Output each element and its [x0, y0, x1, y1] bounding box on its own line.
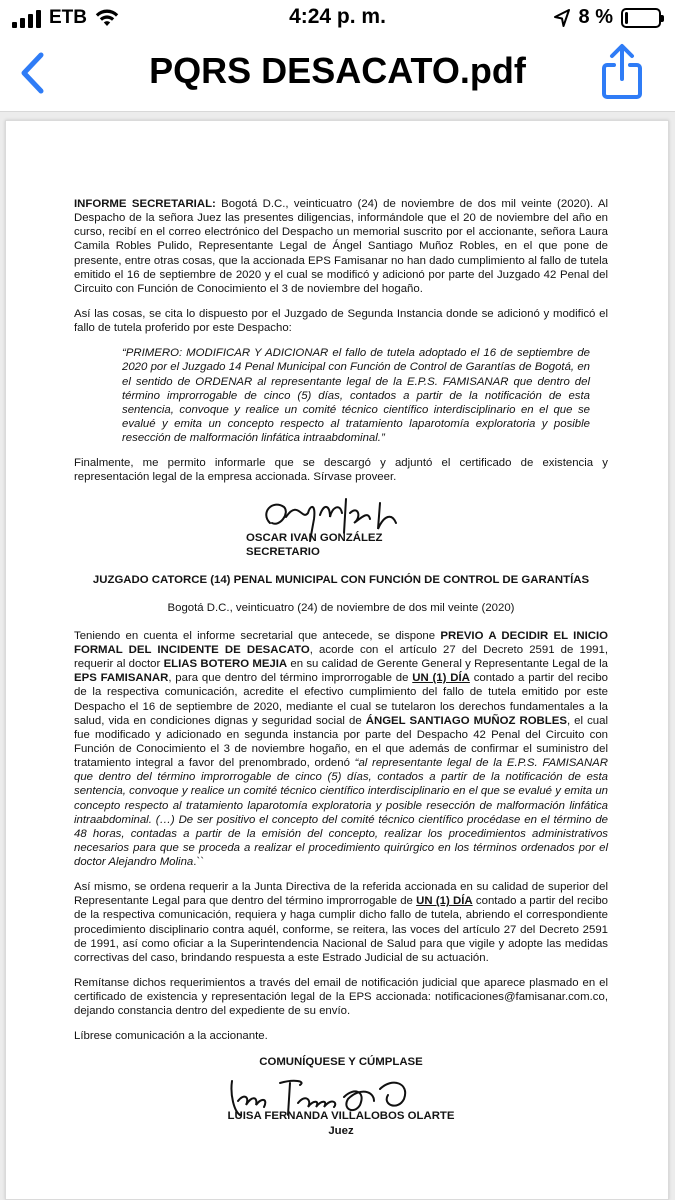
p4-text-7: .`` — [193, 856, 205, 869]
secretary-name-block — [246, 531, 382, 560]
p4-text-5: contado a partir del recibo de la respectiva comunicación, acredite el efectivo cumplimiento del fallo de tutela emitido por este Despacho el 16 de septiembre de 2020, mediante el cual se tutelaron los derechos fundamentales a la salud, vida en condiciones dignas y seguridad social de — [74, 672, 608, 727]
status-right — [553, 6, 661, 29]
quote-primero: “PRIMERO: MODIFICAR Y ADICIONAR el fallo de tutela adoptado el 16 de septiembre de 2020 por el Juzgado 14 Penal Municipal con Función de Control de Garantías de Bogotá, en el sentido de ORDENAR al representante legal de la E.P.S. FAMISANAR que dentro del término improrrogable de cinco (5) días, contados a partir de la notificación de esta sentencia, convoque y realice un comité técnico científico interdisciplinario en el que se evalué y emita un concepto respecto al tratamiento laparotomía exploratoria y posible resección de malformación linfática intraabdominal.” — [122, 347, 590, 445]
judge-role: Juez — [328, 1124, 354, 1137]
document-title: PQRS DESACATO.pdf — [149, 50, 526, 91]
court-title: JUZGADO CATORCE (14) PENAL MUNICIPAL CON FUNCIÓN DE CONTROL DE GARANTÍAS — [92, 573, 590, 586]
p4-text-1: Teniendo en cuenta el informe secretarial que antecede, se dispone — [74, 629, 441, 642]
paragraph-finalmente: Finalmente, me permito informarle que se descargó y adjuntó el certificado de existencia y representación legal de la empresa accionada. Sírvase proveer. — [74, 457, 608, 484]
secretary-name: OSCAR IVAN GONZÁLEZ — [246, 531, 383, 544]
carrier-label: ETB — [49, 7, 87, 28]
informe-text: Bogotá D.C., veinticuatro (24) de noviembre de dos mil veinte (2020). Al Despacho de la señora Juez las presentes diligencias, informándole que el 20 de noviembre del año en curso, recibí en el correo electrónico del Despacho un memorial suscrito por el accionante, señora Laura Camila Robles Pulido, Representante Legal de Ángel Santiago Muñoz Robles, en el que pone de presente, entre otras cosas, que la accionada EPS Famisanar no han dado cumplimiento al fallo de tutela emitido el 16 de septiembre de 2020 y el cual se modificó y adicionó por parte del Juzgado 42 Penal del Circuito con Función de Conocimiento el 3 de noviembre del hogaño. — [74, 198, 609, 295]
share-button[interactable] — [597, 42, 647, 102]
p4-bold-angel: ÁNGEL SANTIAGO MUÑOZ ROBLES — [365, 714, 567, 727]
judge-signature-block — [74, 1075, 608, 1147]
pdf-page[interactable] — [5, 120, 669, 1200]
secretary-signature-block — [74, 493, 608, 573]
battery-percent: 8 % — [578, 6, 613, 28]
p4-bold-previo: PREVIO A DECIDIR EL INICIO FORMAL DEL INCIDENTE DE DESACATO — [74, 629, 608, 656]
p5-text-1: Así mismo, se ordena requerir a la Junta Directiva de la referida accionada en su calidad de superior del Representante Legal para que dentro del término improrrogable de — [74, 881, 608, 908]
p4-italic-quote: “al representante legal de la E.P.S. FAMISANAR que dentro del término improrrogable de cinco (5) días, contados a partir de la notificación de esta sentencia, convoque y realice un comité técnico científico interdisciplinario en el que se evalué y emita un concepto respecto al tratamiento laparotomía exploratoria y posible resección de malformación linfática intraabdominal. (…) De ser positivo el concepto del comité técnico científico procédase en el término de 48 horas, contadas a partir de la emisión del concepto, realizar los procedimientos administrativos necesarios para que se proceda a realizar el procedimiento quirúrgico en los términos ordenados por el doctor Alejandro Molina — [74, 757, 608, 869]
chevron-left-icon — [19, 51, 45, 95]
informe-paragraph — [74, 197, 608, 296]
p4-text-6: , el cual fue modificado y adicionado en segunda instancia por parte del Despacho 42 Penal del Circuito con Función de Conocimiento el 3 de noviembre hogaño, en el que además de confirmar el suministro del tratamiento integral a favor del prenombrado, ordenó — [74, 714, 608, 770]
back-button[interactable] — [10, 48, 54, 98]
informe-lead: INFORME SECRETARIAL: — [74, 198, 216, 210]
p5-underline-dia: UN (1) DÍA — [416, 895, 473, 908]
date-line: Bogotá D.C., veinticuatro (24) de noviembre de dos mil veinte (2020) — [167, 601, 515, 614]
paragraph-cita: Así las cosas, se cita lo dispuesto por el Juzgado de Segunda Instancia donde se adicionó y modificó el fallo de tutela proferido por este Despacho: — [74, 307, 608, 335]
document-body — [74, 197, 608, 1147]
share-icon — [600, 43, 644, 101]
paragraph-remitanse: Remítanse dichos requerimientos a través del email de notificación judicial que aparece plasmado en el certificado de existencia y representación legal de la EPS accionada: notificaciones@famisanar.com.co, dejando constancia dentro del expediente de su envío. — [74, 977, 608, 1018]
p4-text-2: , acorde con el artículo 27 del Decreto 2591 de 1991, requerir al doctor — [74, 643, 608, 671]
judge-name-block — [74, 1109, 608, 1139]
p5-text-2: contado a partir del recibo de la respectiva comunicación, requiera y haga cumplir dicho fallo de tutela, abriendo el correspondiente procedimiento disciplinario contra aquél, conforme, se reitera, las voces del artículo 27 del Decreto 2591 de 1991, así como oficiar a la Superintendencia Nacional de Salud para que vigile y adopte las medidas correctivas del caso, brindando respuesta a este Estrado Judicial de su actuación. — [74, 895, 608, 964]
secretary-role: SECRETARIO — [246, 545, 320, 558]
clock: 4:24 p. m. — [289, 5, 386, 28]
p4-underline-dia: UN (1) DÍA — [412, 672, 470, 685]
nav-bar — [0, 36, 675, 112]
p4-text-3: en su calidad de Gerente General y Representante Legal de la — [287, 658, 608, 671]
closing-line: COMUNÍQUESE Y CÚMPLASE — [259, 1055, 423, 1068]
location-arrow-icon — [553, 8, 571, 28]
status-bar — [0, 0, 675, 36]
p4-text-4: , para que dentro del término improrrogable de — [168, 672, 413, 685]
p4-bold-eps: EPS FAMISANAR — [74, 672, 169, 685]
paragraph-librese: Líbrese comunicación a la accionante. — [74, 1030, 268, 1043]
battery-level-fill — [625, 12, 628, 24]
battery-icon — [621, 8, 661, 28]
paragraph-dispone — [74, 629, 608, 869]
p4-bold-elias: ELIAS BOTERO MEJIA — [163, 658, 288, 671]
judge-name: LUISA FERNANDA VILLALOBOS OLARTE — [227, 1109, 455, 1122]
paragraph-asi-mismo — [74, 880, 608, 965]
